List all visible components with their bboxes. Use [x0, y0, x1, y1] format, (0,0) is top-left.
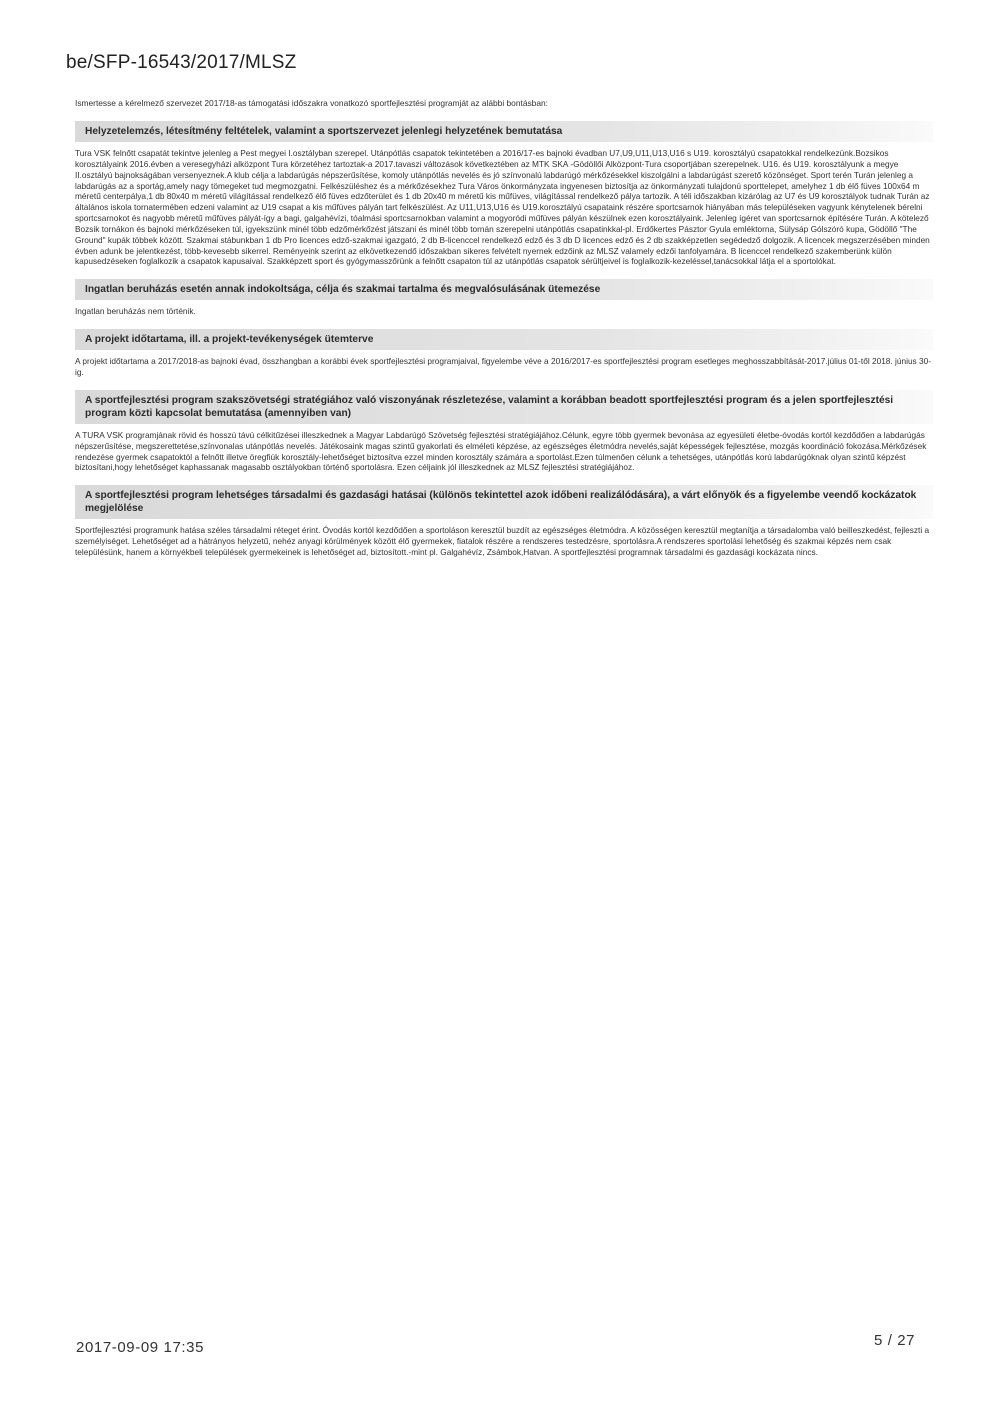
section-body-hatasok: Sportfejlesztési programunk hatása széles társadalmi réteget érint. Óvodás kortól kezdődően a sportoláson keresztül buzdít az egészséges életmódra. A közösségen keresztül megtanítja a társadalomba való beilleszkedést, fejleszti a személyiséget. Lehetőséget ad a hátrányos helyzetű, nehéz anyagi körülmények között élő gyermekek, fiatalok részére a rendszeres testedzésre, sportolásra.A rendszeres sportolási lehetőség és szakmai képzés nem csak településünk, hanem a környékbeli települések gyermekeinek is lehetőséget ad, biztosított.-mint pl. Galgahévíz, Zsámbok,Hatvan. A sportfejlesztési programnak társadalmi és gazdasági kockázata nincs. [75, 525, 930, 557]
section-header-strategia: A sportfejlesztési program szakszövetségi stratégiához való viszonyának részletezése, valamint a korábban beadott sportfejlesztési program és a jelen sportfejlesztési program közti kapcsolat bemutatása (amennyiben van) [75, 390, 933, 424]
section-body-helyzetelemzes: Tura VSK felnőtt csapatát tekintve jelenleg a Pest megyei I.osztályban szerepel. Utánpótlás csapatok tekintetében a 2016/17-es bajnoki évadban U7,U9,U11,U13,U16 s U19. korosztályú csapatokkal rendelkezünk.Bozsikos korosztályaink 2016.évben a veresegyházi alközpont Tura körzetéhez tartoztak-a 2017.tavaszi változások következtében az MTK SKA -Gödöllői Alközpont-Tura csoportjában szerepelnek. U16. és U19. korosztályunk a megye II.osztályú bajnokságában versenyeznek.A klub célja a labdarúgás népszerűsítése, komoly utánpótlás nevelés és jó színvonalú labdarúgó mérkőzésekkel kiszolgálni a labdarúgást szerető közönséget. Sport terén Turán jelenleg a labdarúgás az a sportág,amely nagy tömegeket tud megmozgatni. Felkészüléshez és a mérkőzésekhez Tura Város önkormányzata ingyenesen biztosítja az önkormányzati tulajdonú sporttelepet, amelyhez 1 db élő füves 100x64 m méretű centerpálya,1 db 80x40 m méretű világítással rendelkező élő füves edzőterület és 1 db 20x40 m méretű kis műfüves, világítással rendelkező pálya tartozik. A téli időszakban kizárólag az U7 és U9 korosztályok tudnak Turán az általános iskola tornatermében edzeni valamint az U19 csapat a kis műfüves pályán tart felkészülést. Az U11,U13,U16 és U19.korosztályú csapataink részére sportcsarnok hiányában más településeken vagyunk kénytelenek bérelni sportcsarnokot és nagyobb méretű műfüves pályát-így a bagi, galgahévízi, tóalmási sportcsarnokban valamint a mogyoródi műfüves pályán készülnek ezen korosztályaink. Jelenleg ígéret van sportcsarnok építésére Turán. A kötelező Bozsik tornákon és bajnoki mérkőzéseken túl, igyekszünk minél több edzőmérkőzést játszani és minél több tornán szerepelni utánpótlás csapatinkkal-pl. Erdőkertes Pásztor Gyula emléktorna, Sülysáp Gólszóró kupa, Gödöllő "The Ground" kupák többek között. Szakmai stábunkban 1 db Pro licences edző-szakmai igazgató, 2 db B-licenccel rendelkező edző és 3 db D licences edző és 2 db szakképzetlen segédedző dolgozik. A licencek megszerzésében minden évben adunk be jelentkezést, több-kevesebb sikerrel. Reményeink szerint az elkövetkezendő időszakban sikeres felvételt nyernek edzőink az MLSZ valamely edzői tanfolyamára. B licenccel rendelkező szakemberünk külön kapusedzéseken foglalkozik a csapatok kapusaival. Szakképzett sport és gyógymasszőrünk a felnőtt csapaton túl az utánpótlás csapatok sérültjeivel is foglalkozik-kezeléssel,tanácsokkal látja el a sportolókat. [75, 148, 930, 267]
document-id: be/SFP-16543/2017/MLSZ [66, 52, 297, 73]
page-number: 5 / 27 [874, 1332, 916, 1349]
section-header-helyzetelemzes: Helyzetelemzés, létesítmény feltételek, valamint a sportszervezet jelenlegi helyzetének bemutatása [75, 121, 933, 142]
section-body-idotartam: A projekt időtartama a 2017/2018-as bajnoki évad, összhangban a korábbi évek sportfejlesztési programjaival, figyelembe véve a 2016/2017-es sportfejlesztési program esetleges meghosszabbítását-2017.július 01-től 2018. június 30-ig. [75, 356, 932, 377]
section-body-ingatlan: Ingatlan beruházás nem történik. [75, 306, 196, 317]
section-header-ingatlan: Ingatlan beruházás esetén annak indokoltsága, célja és szakmai tartalma és megvalósulásának ütemezése [75, 279, 933, 300]
footer-timestamp: 2017-09-09 17:35 [76, 1339, 205, 1356]
document-content [75, 98, 933, 570]
section-header-idotartam: A projekt időtartama, ill. a projekt-tevékenységek ütemterve [75, 329, 933, 350]
section-header-hatasok: A sportfejlesztési program lehetséges társadalmi és gazdasági hatásai (különös tekintettel azok időbeni realizálódására), a várt előnyök és a figyelembe veendő kockázatok megjelölése [75, 485, 933, 519]
section-body-strategia: A TURA VSK programjának rövid és hosszú távú célkitűzései illeszkednek a Magyar Labdarúgó Szövetség fejlesztési stratégiájához.Célunk, egyre több gyermek bevonása az egyesületi életbe-óvodás kortól kezdődően a labdarúgás népszerűsítése, megszerettetése,színvonalas utánpótlás nevelés. Játékosaink magas szintű gyakorlati és elméleti képzése, az egészséges életmódra nevelés,saját képességek fejlesztése, mozgás koordináció fokozása.Mérkőzések rendezése gyermek csapatoktól a felnőtt illetve öregfiúk korosztály-lehetőséget biztosítva ezzel minden korosztály számára a sportolást.Ezen túlmenően célunk a tehetséges, utánpótlás korú labdarúgóknak olyan szintű képzést biztosítani,hogy lehetőséget kaphassanak magasabb osztályokban történő sportolásra. Ezen céljaink jól illeszkednek az MLSZ fejlesztési stratégiájához. [75, 429, 927, 473]
intro-text: Ismertesse a kérelmező szervezet 2017/18-as támogatási időszakra vonatkozó sportfejlesztési programját az alábbi bontásban: [75, 98, 548, 108]
